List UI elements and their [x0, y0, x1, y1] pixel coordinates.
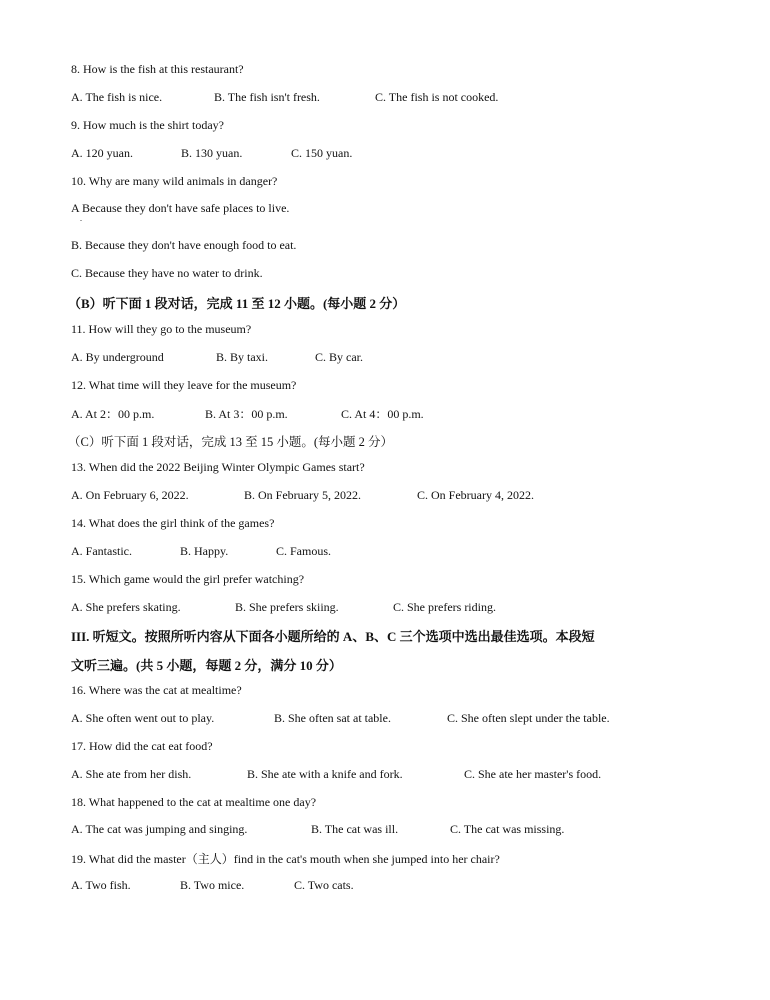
section-b-heading: （B）听下面 1 段对话，完成 11 至 12 小题。(每小题 2 分）	[68, 296, 406, 311]
question-16: 16. Where was the cat at mealtime?	[71, 683, 242, 697]
question-15: 15. Which game would the girl prefer watching?	[71, 572, 305, 586]
q13-option-c: C. On February 4, 2022.	[417, 488, 534, 502]
section-iii-heading-line-2: 文听三遍。(共 5 小题，每题 2 分，满分 10 分）	[71, 658, 342, 673]
section-iii-heading-line-1: III. 听短文。按照所听内容从下面各小题所给的 A、B、C 三个选项中选出最佳选项。本段短	[71, 629, 595, 644]
q10-option-c: C. Because they have no water to drink.	[71, 266, 263, 280]
question-18: 18. What happened to the cat at mealtime one day?	[71, 795, 317, 809]
question-13: 13. When did the 2022 Beijing Winter Olympic Games start?	[71, 460, 365, 474]
q14-option-a: A. Fantastic.	[71, 544, 132, 558]
question-10: 10. Why are many wild animals in danger?	[71, 174, 278, 188]
q10-option-a: A Because they don't have safe places to live.	[71, 201, 290, 215]
q10-option-b: B. Because they don't have enough food to eat.	[71, 238, 297, 252]
q17-option-c: C. She ate her master's food.	[464, 767, 602, 781]
question-12: 12. What time will they leave for the museum?	[71, 378, 297, 392]
q19-option-c: C. Two cats.	[294, 878, 354, 892]
q16-option-a: A. She often went out to play.	[71, 711, 215, 725]
q12-option-b: B. At 3：00 p.m.	[205, 407, 288, 421]
q17-option-b: B. She ate with a knife and fork.	[247, 767, 403, 781]
q10-stray-dot: .	[80, 214, 82, 223]
q19-option-a: A. Two fish.	[71, 878, 131, 892]
question-9: 9. How much is the shirt today?	[71, 118, 224, 132]
q15-option-c: C. She prefers riding.	[393, 600, 496, 614]
q11-option-a: A. By underground	[71, 350, 164, 364]
q16-option-b: B. She often sat at table.	[274, 711, 391, 725]
q8-option-a: A. The fish is nice.	[71, 90, 163, 104]
question-14: 14. What does the girl think of the games?	[71, 516, 275, 530]
q12-option-a: A. At 2：00 p.m.	[71, 407, 155, 421]
q11-option-c: C. By car.	[315, 350, 363, 364]
q13-option-a: A. On February 6, 2022.	[71, 488, 189, 502]
q12-option-c: C. At 4：00 p.m.	[341, 407, 424, 421]
q15-option-b: B. She prefers skiing.	[235, 600, 339, 614]
question-17: 17. How did the cat eat food?	[71, 739, 213, 753]
q16-option-c: C. She often slept under the table.	[447, 711, 610, 725]
q9-option-c: C. 150 yuan.	[291, 146, 353, 160]
q18-option-c: C. The cat was missing.	[450, 822, 565, 836]
q13-option-b: B. On February 5, 2022.	[244, 488, 361, 502]
q18-option-a: A. The cat was jumping and singing.	[71, 822, 248, 836]
q18-option-b: B. The cat was ill.	[311, 822, 399, 836]
q15-option-a: A. She prefers skating.	[71, 600, 181, 614]
q8-option-b: B. The fish isn't fresh.	[214, 90, 320, 104]
q19-option-b: B. Two mice.	[180, 878, 245, 892]
q9-option-b: B. 130 yuan.	[181, 146, 243, 160]
q14-option-b: B. Happy.	[180, 544, 229, 558]
q9-option-a: A. 120 yuan.	[71, 146, 133, 160]
q14-option-c: C. Famous.	[276, 544, 332, 558]
q8-option-c: C. The fish is not cooked.	[375, 90, 499, 104]
question-8: 8. How is the fish at this restaurant?	[71, 62, 244, 76]
q11-option-b: B. By taxi.	[216, 350, 269, 364]
q17-option-a: A. She ate from her dish.	[71, 767, 192, 781]
section-c-heading: （C）听下面 1 段对话，完成 13 至 15 小题。(每小题 2 分）	[68, 435, 394, 449]
question-11: 11. How will they go to the museum?	[71, 322, 252, 336]
question-19: 19. What did the master（主人）find in the cat's mouth when she jumped into her chair?	[71, 852, 500, 866]
